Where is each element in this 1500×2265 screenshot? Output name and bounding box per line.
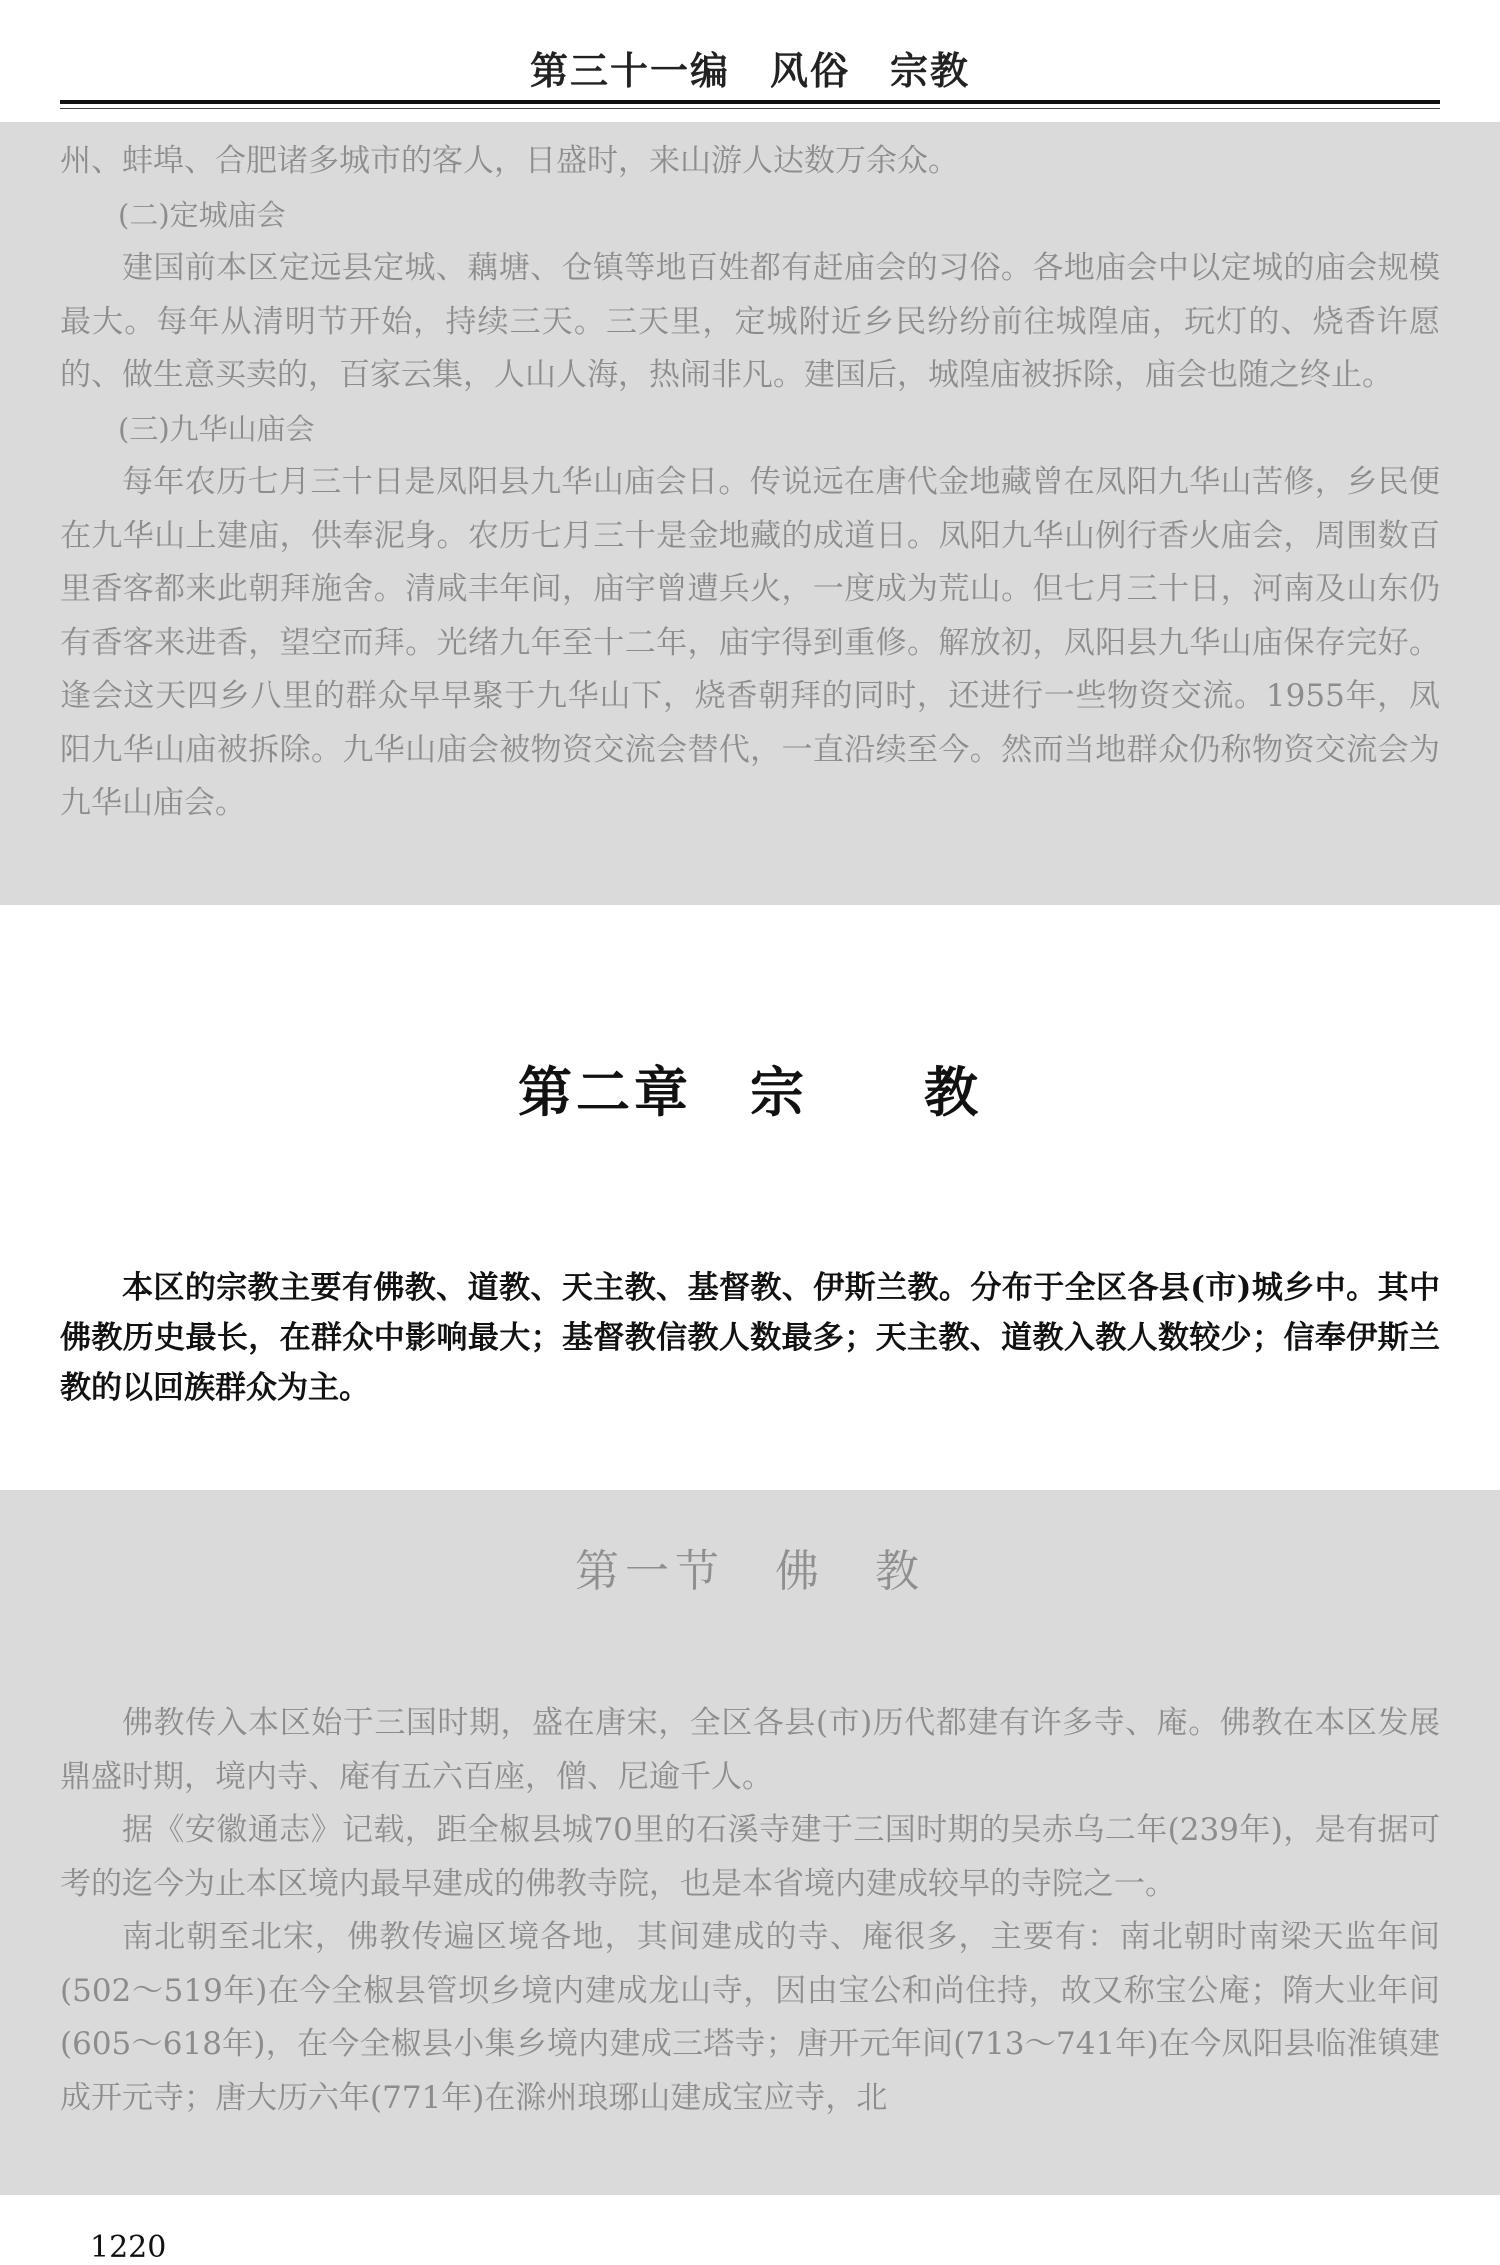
buddhism-paragraph-3: 南北朝至北宋，佛教传遍区境各地，其间建成的寺、庵很多，主要有：南北朝时南梁天监年间(502～519年)在今全椒县管坝乡境内建成龙山寺，因由宝公和尚住持，故又称宝公庵；隋大业年间(605～618年)，在今全椒县小集乡境内建成三塔寺；唐开元年间(713～741年)在今凤阳县临淮镇建成开元寺；唐大历六年(771年)在滁州琅琊山建成宝应寺，北: [60, 1919, 1440, 2116]
paragraph-jiuhuashan: 每年农历七月三十日是凤阳县九华山庙会日。传说远在唐代金地藏曾在凤阳九华山苦修，乡民便在九华山上建庙，供奉泥身。农历七月三十是金地藏的成道日。凤阳九华山例行香火庙会，周围数百里香客都来此朝拜施舍。清咸丰年间，庙宇曾遭兵火，一度成为荒山。但七月三十日，河南及山东仍有香客来进香，望空而拜。光绪九年至十二年，庙宇得到重修。解放初，凤阳县九华山庙保存完好。逢会这天四乡八里的群众早早聚于九华山下，烧香朝拜的同时，还进行一些物资交流。1955年，凤阳九华山庙被拆除。九华山庙会被物资交流会替代，一直沿续至今。然而当地群众仍称物资交流会为九华山庙会。: [60, 464, 1440, 821]
buddhism-paragraph-1: 佛教传入本区始于三国时期，盛在唐宋，全区各县(市)历代都建有许多寺、庵。佛教在本区发展鼎盛时期，境内寺、庵有五六百座，僧、尼逾千人。: [60, 1705, 1440, 1795]
subheading-jiuhuashan-temple-fair: (三)九华山庙会: [118, 411, 315, 446]
intro-paragraph: 本区的宗教主要有佛教、道教、天主教、基督教、伊斯兰教。分布于全区各县(市)城乡中。其中佛教历史最长，在群众中影响最大；基督教信教人数最多；天主教、道教入教人数较少；信奉伊斯兰教的以回族群众为主。: [60, 1270, 1440, 1406]
paragraph-continued: 州、蚌埠、合肥诸多城市的客人，日盛时，来山游人达数万余众。: [60, 143, 959, 179]
subheading-dingcheng-temple-fair: (二)定城庙会: [118, 197, 286, 232]
top-text-block: [60, 135, 1440, 831]
paragraph-dingcheng: 建国前本区定远县定城、藕塘、仓镇等地百姓都有赶庙会的习俗。各地庙会中以定城的庙会规模最大。每年从清明节开始，持续三天。三天里，定城附近乡民纷纷前往城隍庙，玩灯的、烧香许愿的、做生意买卖的，百家云集，人山人海，热闹非凡。建国后，城隍庙被拆除，庙会也随之终止。: [60, 250, 1440, 393]
header-rule-thin: [60, 108, 1440, 109]
section-text-block: [60, 1697, 1440, 2125]
intro-block: [60, 1263, 1440, 1413]
header-rule-thick: [60, 100, 1440, 104]
buddhism-paragraph-2: 据《安徽通志》记载，距全椒县城70里的石溪寺建于三国时期的吴赤乌二年(239年)，是有据可考的迄今为止本区境内最早建成的佛教寺院，也是本省境内建成较早的寺院之一。: [60, 1812, 1440, 1902]
page-number: 1220: [90, 2230, 167, 2265]
chapter-title: 第二章 宗 教: [518, 1061, 982, 1124]
section-title: 第一节 佛 教: [575, 1546, 925, 1597]
running-header: 第三十一编 风俗 宗教: [529, 49, 970, 93]
